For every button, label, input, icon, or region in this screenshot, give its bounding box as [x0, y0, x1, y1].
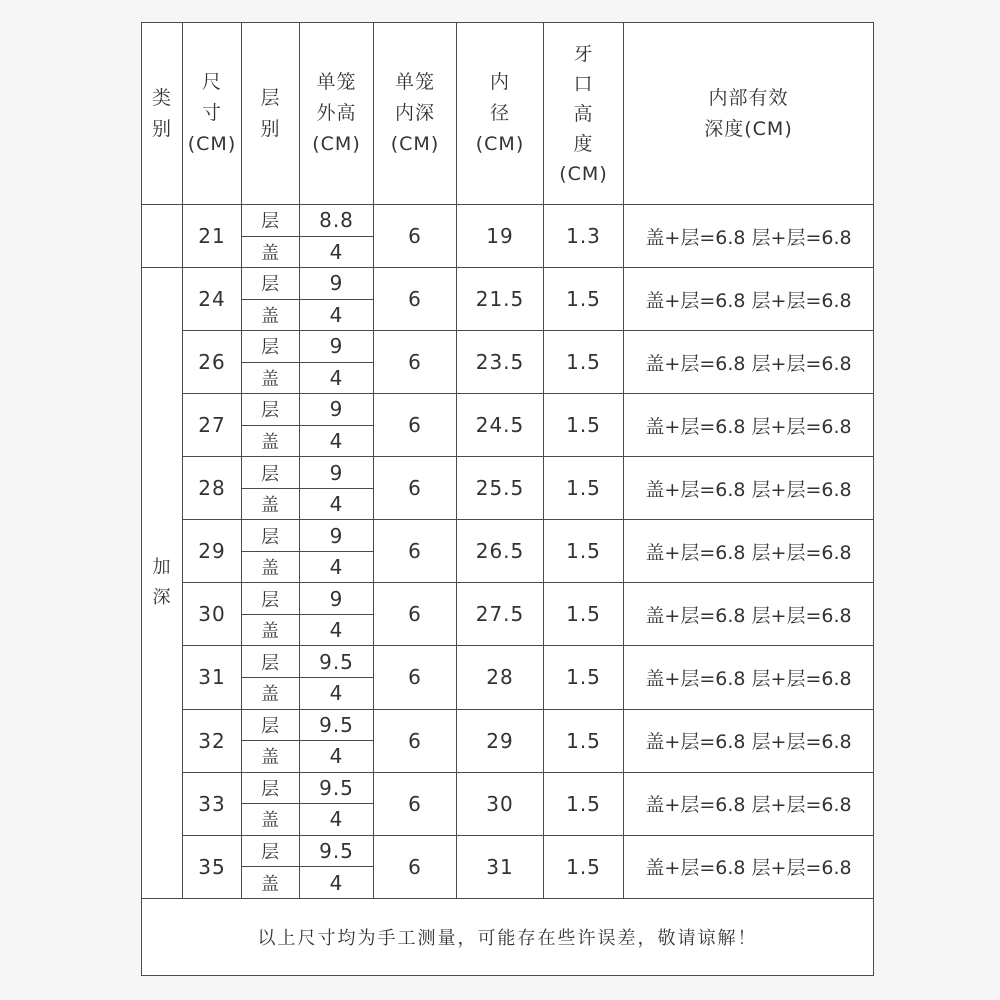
layer-height: 9.5 — [300, 646, 374, 678]
layer-label: 层 — [242, 457, 300, 489]
size-cell: 24 — [183, 268, 242, 331]
header-inner-depth: 单笼 内深 (CM) — [374, 23, 457, 205]
effective-depth-cell: 盖+层=6.8 层+层=6.8 — [624, 268, 874, 331]
lid-height: 4 — [300, 236, 374, 268]
inner-depth-cell: 6 — [374, 646, 457, 709]
table-row — [142, 268, 874, 300]
layer-height: 9 — [300, 394, 374, 426]
thread-height-cell: 1.5 — [544, 457, 624, 520]
layer-label: 层 — [242, 394, 300, 426]
footnote: 以上尺寸均为手工测量，可能存在些许误差，敬请谅解！ — [142, 899, 874, 976]
header-thread-height: 牙 口 高 度 (CM) — [544, 23, 624, 205]
thread-height-cell: 1.5 — [544, 268, 624, 331]
effective-depth-cell: 盖+层=6.8 层+层=6.8 — [624, 520, 874, 583]
thread-height-cell: 1.3 — [544, 205, 624, 268]
inner-diameter-cell: 31 — [457, 835, 544, 898]
size-cell: 26 — [183, 331, 242, 394]
layer-height: 9.5 — [300, 835, 374, 867]
size-cell: 28 — [183, 457, 242, 520]
size-cell: 27 — [183, 394, 242, 457]
inner-depth-cell: 6 — [374, 772, 457, 835]
header-outer-height: 单笼 外高 (CM) — [300, 23, 374, 205]
thread-height-cell: 1.5 — [544, 835, 624, 898]
thread-height-cell: 1.5 — [544, 520, 624, 583]
layer-label: 层 — [242, 268, 300, 300]
inner-depth-cell: 6 — [374, 835, 457, 898]
thread-height-cell: 1.5 — [544, 331, 624, 394]
effective-depth-cell: 盖+层=6.8 层+层=6.8 — [624, 457, 874, 520]
inner-diameter-cell: 30 — [457, 772, 544, 835]
inner-diameter-cell: 26.5 — [457, 520, 544, 583]
layer-label: 层 — [242, 331, 300, 363]
layer-label: 层 — [242, 835, 300, 867]
lid-height: 4 — [300, 425, 374, 457]
category-deep: 加 深 — [142, 268, 183, 899]
inner-diameter-cell: 19 — [457, 205, 544, 268]
inner-depth-cell: 6 — [374, 583, 457, 646]
effective-depth-cell: 盖+层=6.8 层+层=6.8 — [624, 583, 874, 646]
header-row — [142, 23, 874, 205]
table-row — [142, 331, 874, 363]
inner-diameter-cell: 27.5 — [457, 583, 544, 646]
layer-label: 层 — [242, 772, 300, 804]
layer-label: 层 — [242, 205, 300, 237]
effective-depth-cell: 盖+层=6.8 层+层=6.8 — [624, 646, 874, 709]
lid-label: 盖 — [242, 614, 300, 646]
table-row — [142, 709, 874, 741]
layer-height: 9.5 — [300, 709, 374, 741]
effective-depth-cell: 盖+层=6.8 层+层=6.8 — [624, 394, 874, 457]
effective-depth-cell: 盖+层=6.8 层+层=6.8 — [624, 205, 874, 268]
size-cell: 30 — [183, 583, 242, 646]
thread-height-cell: 1.5 — [544, 772, 624, 835]
layer-label: 层 — [242, 709, 300, 741]
lid-label: 盖 — [242, 425, 300, 457]
layer-label: 层 — [242, 583, 300, 615]
layer-height: 9 — [300, 520, 374, 552]
lid-height: 4 — [300, 362, 374, 394]
thread-height-cell: 1.5 — [544, 709, 624, 772]
inner-diameter-cell: 29 — [457, 709, 544, 772]
effective-depth-cell: 盖+层=6.8 层+层=6.8 — [624, 709, 874, 772]
lid-label: 盖 — [242, 741, 300, 773]
effective-depth-cell: 盖+层=6.8 层+层=6.8 — [624, 331, 874, 394]
size-cell: 21 — [183, 205, 242, 268]
inner-depth-cell: 6 — [374, 205, 457, 268]
inner-depth-cell: 6 — [374, 394, 457, 457]
lid-height: 4 — [300, 741, 374, 773]
table-row — [142, 520, 874, 552]
header-layer: 层 别 — [242, 23, 300, 205]
table-row — [142, 646, 874, 678]
table-row — [142, 457, 874, 489]
lid-height: 4 — [300, 614, 374, 646]
inner-depth-cell: 6 — [374, 709, 457, 772]
size-cell: 31 — [183, 646, 242, 709]
lid-label: 盖 — [242, 488, 300, 520]
layer-height: 9 — [300, 457, 374, 489]
inner-depth-cell: 6 — [374, 520, 457, 583]
layer-height: 8.8 — [300, 205, 374, 237]
lid-label: 盖 — [242, 551, 300, 583]
inner-depth-cell: 6 — [374, 268, 457, 331]
table-row — [142, 205, 874, 237]
table-row — [142, 835, 874, 867]
inner-diameter-cell: 25.5 — [457, 457, 544, 520]
lid-label: 盖 — [242, 677, 300, 709]
layer-label: 层 — [242, 646, 300, 678]
lid-height: 4 — [300, 867, 374, 899]
inner-diameter-cell: 23.5 — [457, 331, 544, 394]
effective-depth-cell: 盖+层=6.8 层+层=6.8 — [624, 772, 874, 835]
thread-height-cell: 1.5 — [544, 646, 624, 709]
size-cell: 29 — [183, 520, 242, 583]
layer-height: 9 — [300, 268, 374, 300]
thread-height-cell: 1.5 — [544, 394, 624, 457]
header-category: 类 别 — [142, 23, 183, 205]
lid-label: 盖 — [242, 299, 300, 331]
inner-diameter-cell: 24.5 — [457, 394, 544, 457]
header-size: 尺 寸 (CM) — [183, 23, 242, 205]
lid-height: 4 — [300, 677, 374, 709]
table-body — [142, 205, 874, 899]
lid-label: 盖 — [242, 804, 300, 836]
size-table — [141, 22, 874, 976]
lid-height: 4 — [300, 551, 374, 583]
lid-label: 盖 — [242, 867, 300, 899]
size-cell: 32 — [183, 709, 242, 772]
size-cell: 35 — [183, 835, 242, 898]
lid-height: 4 — [300, 299, 374, 331]
lid-height: 4 — [300, 804, 374, 836]
table-row — [142, 583, 874, 615]
lid-height: 4 — [300, 488, 374, 520]
inner-diameter-cell: 21.5 — [457, 268, 544, 331]
header-inner-diameter: 内 径 (CM) — [457, 23, 544, 205]
footnote-row — [142, 899, 874, 976]
effective-depth-cell: 盖+层=6.8 层+层=6.8 — [624, 835, 874, 898]
layer-label: 层 — [242, 520, 300, 552]
size-cell: 33 — [183, 772, 242, 835]
table-row — [142, 394, 874, 426]
layer-height: 9.5 — [300, 772, 374, 804]
inner-depth-cell: 6 — [374, 331, 457, 394]
header-effective-depth: 内部有效 深度(CM) — [624, 23, 874, 205]
layer-height: 9 — [300, 331, 374, 363]
inner-depth-cell: 6 — [374, 457, 457, 520]
category-empty — [142, 205, 183, 268]
thread-height-cell: 1.5 — [544, 583, 624, 646]
table-row — [142, 772, 874, 804]
lid-label: 盖 — [242, 362, 300, 394]
inner-diameter-cell: 28 — [457, 646, 544, 709]
lid-label: 盖 — [242, 236, 300, 268]
layer-height: 9 — [300, 583, 374, 615]
